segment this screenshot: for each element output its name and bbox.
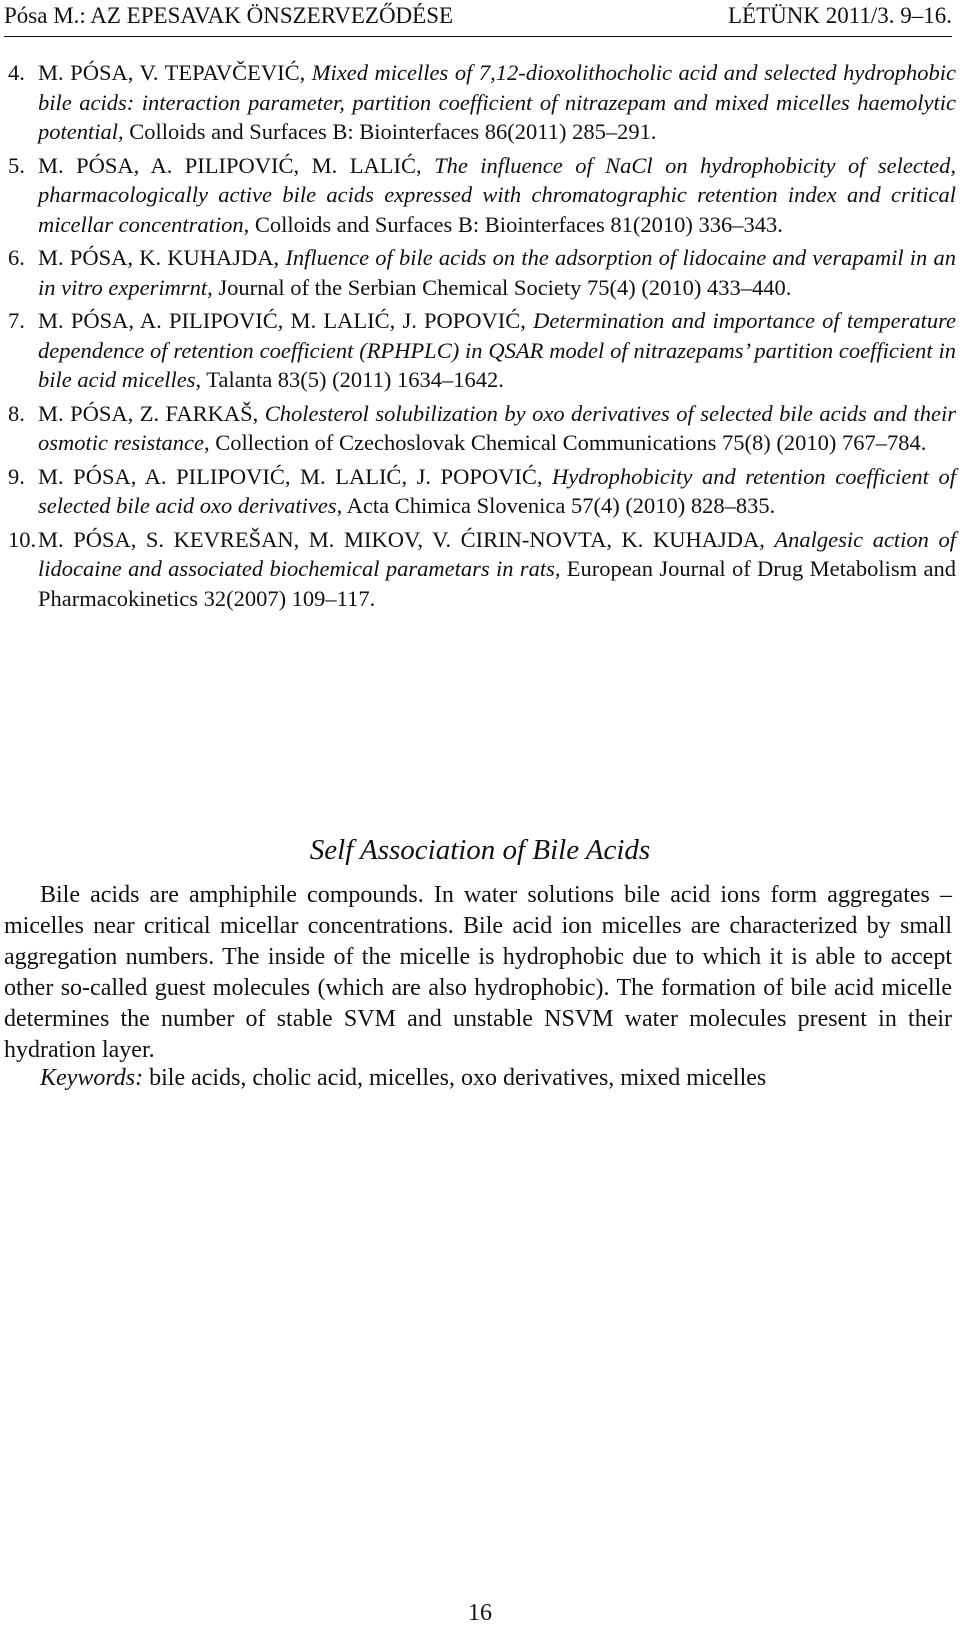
reference-journal: , Journal of the Serbian Chemical Society 75(4) (2010) 433–440. [207, 274, 792, 300]
keywords-text: bile acids, cholic acid, micelles, oxo derivatives, mixed micelles [143, 1065, 767, 1091]
section-title: Self Association of Bile Acids [309, 834, 651, 866]
reference-authors: M. PÓSA, K. KUHAJDA, [38, 245, 286, 270]
reference-authors: M. PÓSA, V. TEPAVČEVIĆ, [38, 60, 312, 85]
reference-text [38, 399, 956, 458]
reference-journal: , Talanta 83(5) (2011) 1634–1642. [195, 367, 504, 392]
reference-title: The influence of NaCl on hydrophobicity of selected, pharmacologically active bile acids expressed with chromatographic retention index and critical micellar concentration [38, 152, 956, 237]
reference-list [8, 58, 956, 617]
reference-authors: M. PÓSA, S. KEVREŠAN, M. MIKOV, V. ĆIRIN-NOVTA, K. KUHAJDA, [38, 526, 775, 552]
keywords-line [4, 1063, 952, 1094]
abstract-paragraph: Bile acids are amphiphile compounds. In water solutions bile acid ions form aggregates – micelles near critical micellar concentrations. Bile acid ion micelles are characterized by small aggregation numbers. The inside of the micelle is hydrophobic due to which it is able to accept other so-called guest molecules (which are also hydrophobic). The formation of bile acid micelle determines the number of stable SVM and unstable NSVM water molecules present in their hydration layer. [4, 882, 952, 1063]
reference-title: Determination and importance of temperature dependence of retention coefficient (RPHPLC) in QSAR model of nitrazepams’ partition coefficient in bile acid micelles [38, 308, 956, 392]
reference-authors: M. PÓSA, A. PILIPOVIĆ, M. LALIĆ, J. POPOVIĆ, [38, 463, 553, 489]
reference-item [8, 151, 956, 240]
reference-text [38, 151, 956, 240]
reference-item [8, 306, 956, 395]
reference-number: 10. [8, 526, 37, 552]
running-header [4, 0, 952, 40]
reference-item [8, 525, 956, 614]
keywords-label: Keywords: [40, 1065, 144, 1091]
reference-title: Cholesterol solubilization by oxo derivatives of selected bile acids and their osmotic resistance [38, 400, 956, 455]
reference-title: Hydrophobicity and retention coefficient of selected bile acid oxo derivatives [38, 463, 956, 518]
reference-title: Mixed micelles of 7,12-dioxolithocholic acid and selected hydrophobic bile acids: interaction parameter, partition coefficient of nitrazepam and mixed micelles haemolytic potential [38, 60, 956, 144]
reference-item [8, 462, 956, 521]
reference-text [38, 58, 956, 147]
reference-text [38, 306, 956, 395]
header-left: Pósa M.: AZ EPESAVAK ÖNSZERVEZŐDÉSE [4, 3, 454, 28]
reference-text [38, 525, 956, 614]
reference-journal: , Colloids and Surfaces B: Biointerfaces 86(2011) 285–291. [118, 119, 657, 144]
reference-item [8, 399, 956, 458]
reference-authors: M. PÓSA, A. PILIPOVIĆ, M. LALIĆ, J. POPOVIĆ, [38, 308, 534, 333]
reference-title: Analgesic action of lidocaine and associated biochemical parametars in rats, [38, 526, 956, 581]
reference-journal: , Collection of Czechoslovak Chemical Communications 75(8) (2010) 767–784. [204, 430, 927, 455]
reference-text [38, 243, 956, 302]
reference-number: 7. [8, 308, 25, 333]
reference-journal: , Colloids and Surfaces B: Biointerfaces 81(2010) 336–343. [243, 211, 783, 237]
reference-number: 8. [8, 400, 25, 426]
reference-authors: M. PÓSA, A. PILIPOVIĆ, M. LALIĆ, [38, 152, 435, 178]
page-number: 16 [468, 1600, 492, 1626]
reference-authors: M. PÓSA, Z. FARKAŠ, [38, 400, 265, 426]
reference-number: 9. [8, 463, 25, 489]
header-right: LÉTÜNK 2011/3. 9–16. [727, 3, 952, 28]
reference-number: 4. [8, 60, 25, 85]
reference-journal: European Journal of Drug Metabolism and Pharmacokinetics 32(2007) 109–117. [38, 556, 956, 611]
reference-item [8, 58, 956, 147]
reference-number: 5. [8, 152, 25, 178]
reference-number: 6. [8, 245, 25, 270]
reference-item [8, 243, 956, 302]
reference-text [38, 462, 956, 521]
reference-journal: , Acta Chimica Slovenica 57(4) (2010) 828–835. [336, 493, 776, 518]
header-rule [4, 36, 952, 37]
reference-title: Influence of bile acids on the adsorption of lidocaine and verapamil in an in vitro experimrnt [38, 245, 956, 300]
